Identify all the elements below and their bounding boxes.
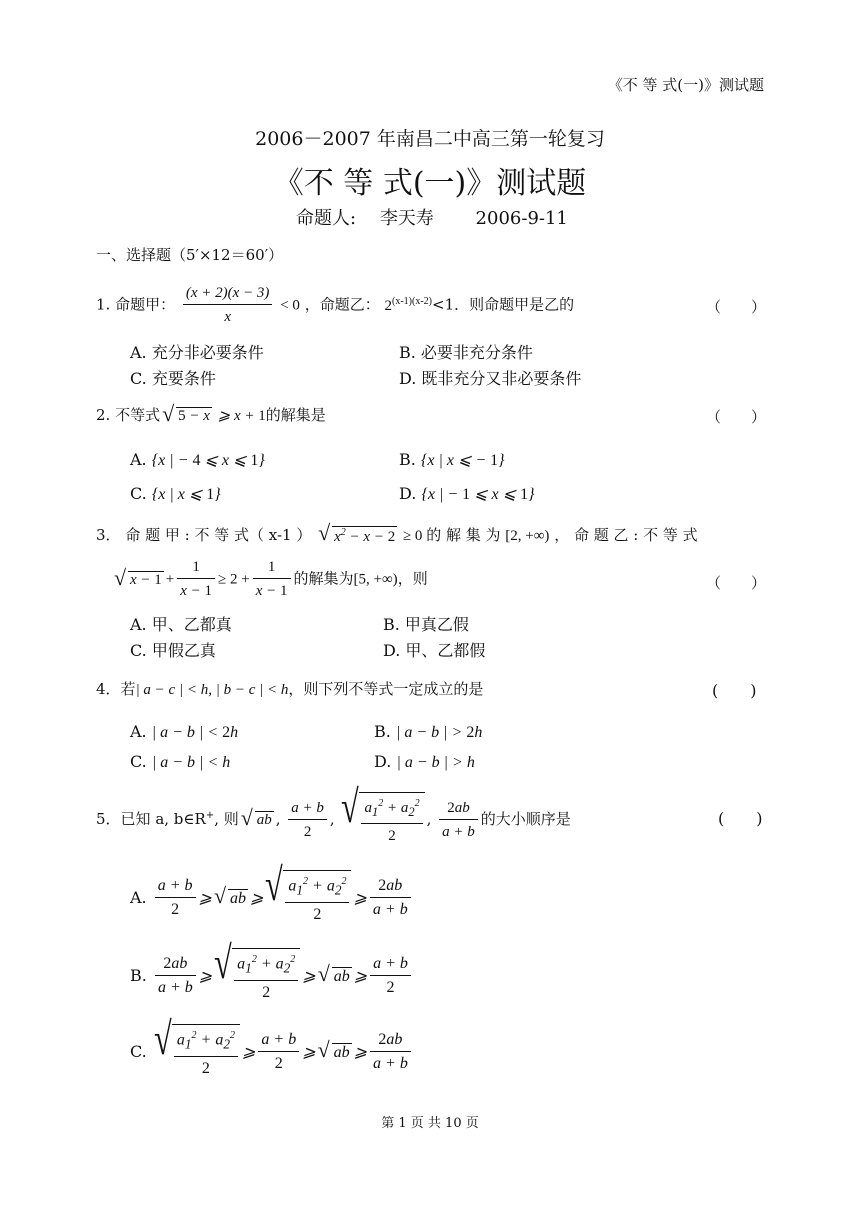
question-stem: 已知 a, b∈R [120, 810, 206, 828]
question-stem: 的 解 集 为 [426, 526, 501, 544]
author-label: 命题人: [296, 208, 357, 229]
question-number: 2. [96, 406, 111, 424]
formula-fraction: $\frac{(x + 2)(x - 3)}{x}$ [183, 282, 273, 329]
question-stem: 的解集是 [265, 406, 326, 424]
question-stem: 若 [120, 680, 136, 698]
question-stem: 的大小顺序是 [480, 810, 571, 828]
page-footer: 第 1 页 共 10 页 [381, 1116, 479, 1131]
option-c: C. 甲假乙真 [130, 641, 216, 660]
option-a: A. $\frac{a + b}{2}$ ⩾ √ ab ⩾ √ $\frac{a_1^2 + a_2^2}{2}$ ⩾ $\frac{2ab}{a + b}$ [130, 870, 414, 927]
question-2: 2. 不等式 √ 5 − x ⩾ x + 1的解集是 [96, 401, 326, 426]
question-1: 1. 命题甲： $\frac{(x + 2)(x - 3)}{x}$ < 0 ，命题乙： $2^{(x-1)(x-2)}<1$．则命题甲是乙的 [96, 282, 574, 329]
option-b: B. {x | x ⩽ − 1} [399, 450, 505, 469]
answer-bracket: ( ) [712, 681, 757, 700]
author-date: 2006-9-11 [475, 208, 568, 229]
option-b: B. 必要非充分条件 [399, 343, 533, 362]
question-stem: ， 命 题 乙 : 不 等 式 [554, 526, 698, 544]
question-stem: , 则 [214, 810, 239, 828]
option-d: D. 甲、乙都假 [383, 641, 486, 660]
running-header: 《不 等 式(一)》测试题 [607, 76, 764, 94]
question-stem: ，命题乙： [304, 295, 380, 314]
option-a: A. 充分非必要条件 [130, 343, 264, 362]
option-d: D. 既非充分又非必要条件 [399, 369, 582, 388]
option-d: D. | a − b | > h [374, 752, 475, 771]
answer-bracket: ( ) [718, 809, 763, 828]
answer-bracket: （ ） [706, 298, 767, 316]
question-number: 4． [96, 680, 121, 698]
formula-sqrt: √ x − 1 [114, 564, 162, 590]
option-a: A. 甲、乙都真 [130, 615, 232, 634]
question-number: 5． [96, 810, 121, 828]
option-b: B. | a − b | > 2h [374, 722, 483, 741]
option-d: D. {x | − 1 ⩽ x ⩽ 1} [399, 484, 535, 503]
question-5: 5．已知 a, b∈R+, 则 √ ab , $\frac{a + b}{2}$ , √ $\frac{a_1^2 + a_2^2}{2}$ , $\frac{2ab}{a + b}$ 的大小顺序是 [96, 792, 571, 848]
answer-bracket: （ ） [706, 408, 767, 426]
question-number: 3． [96, 526, 121, 544]
option-a: A. | a − b | < 2h [130, 722, 239, 741]
formula-sqrt: √ 5 − x [162, 401, 210, 426]
author-name: 李天寿 [379, 208, 434, 229]
answer-bracket: （ ） [706, 574, 767, 592]
formula-sqrt: √ $x^2 - x - 2$ [318, 520, 396, 545]
question-stem: 的解集为 [293, 569, 354, 588]
question-stem: 命 题 甲 : 不 等 式（ x-1 ） [125, 526, 312, 544]
question-stem: ，则下列不等式一定成立的是 [288, 680, 484, 698]
option-c: C. √ $\frac{a_1^2 + a_2^2}{2}$ ⩾ $\frac{a + b}{2}$ ⩾ √ ab ⩾ $\frac{2ab}{a + b}$ [130, 1024, 414, 1081]
question-stem: ，则 [397, 569, 428, 588]
question-stem: 不等式 [115, 406, 161, 424]
author-line [296, 204, 568, 230]
question-4: 4．若| a − c | < h, | b − c | < h，则下列不等式一定成立的是 [96, 680, 484, 698]
question-stem: <1．则命题甲是乙的 [432, 295, 575, 314]
section-heading: 一、选择题（5′×12＝60′） [96, 246, 284, 264]
option-b: B. $\frac{2ab}{a + b}$ ⩾ √ $\frac{a_1^2 + a_2^2}{2}$ ⩾ √ ab ⩾ $\frac{a + b}{2}$ [130, 948, 414, 1005]
option-b: B. 甲真乙假 [383, 615, 469, 634]
question-number: 1. [96, 295, 111, 314]
option-c: C. {x | x ⩽ 1} [130, 484, 221, 503]
option-c: C. 充要条件 [130, 369, 216, 388]
option-c: C. | a − b | < h [130, 752, 231, 771]
title-line-1: 2006－2007 年南昌二中高三第一轮复习 [255, 128, 605, 150]
question-3-line-2: √ x − 1 + $\frac{1}{x - 1}$ ≥ 2 + $\frac{1}{x - 1}$ 的解集为[5, +∞)，则 [112, 556, 428, 603]
question-3: 3． 命 题 甲 : 不 等 式（ x-1 ） √ $x^2 - x - 2 \ge 0$ 的 解 集 为 [2, +∞) ， 命 题 乙 : 不 等 式 [96, 520, 698, 545]
option-a: A. {x | − 4 ⩽ x ⩽ 1} [130, 450, 265, 469]
question-stem: 命题甲： [115, 295, 176, 314]
page-title: 《不 等 式(一)》测试题 [273, 166, 587, 201]
